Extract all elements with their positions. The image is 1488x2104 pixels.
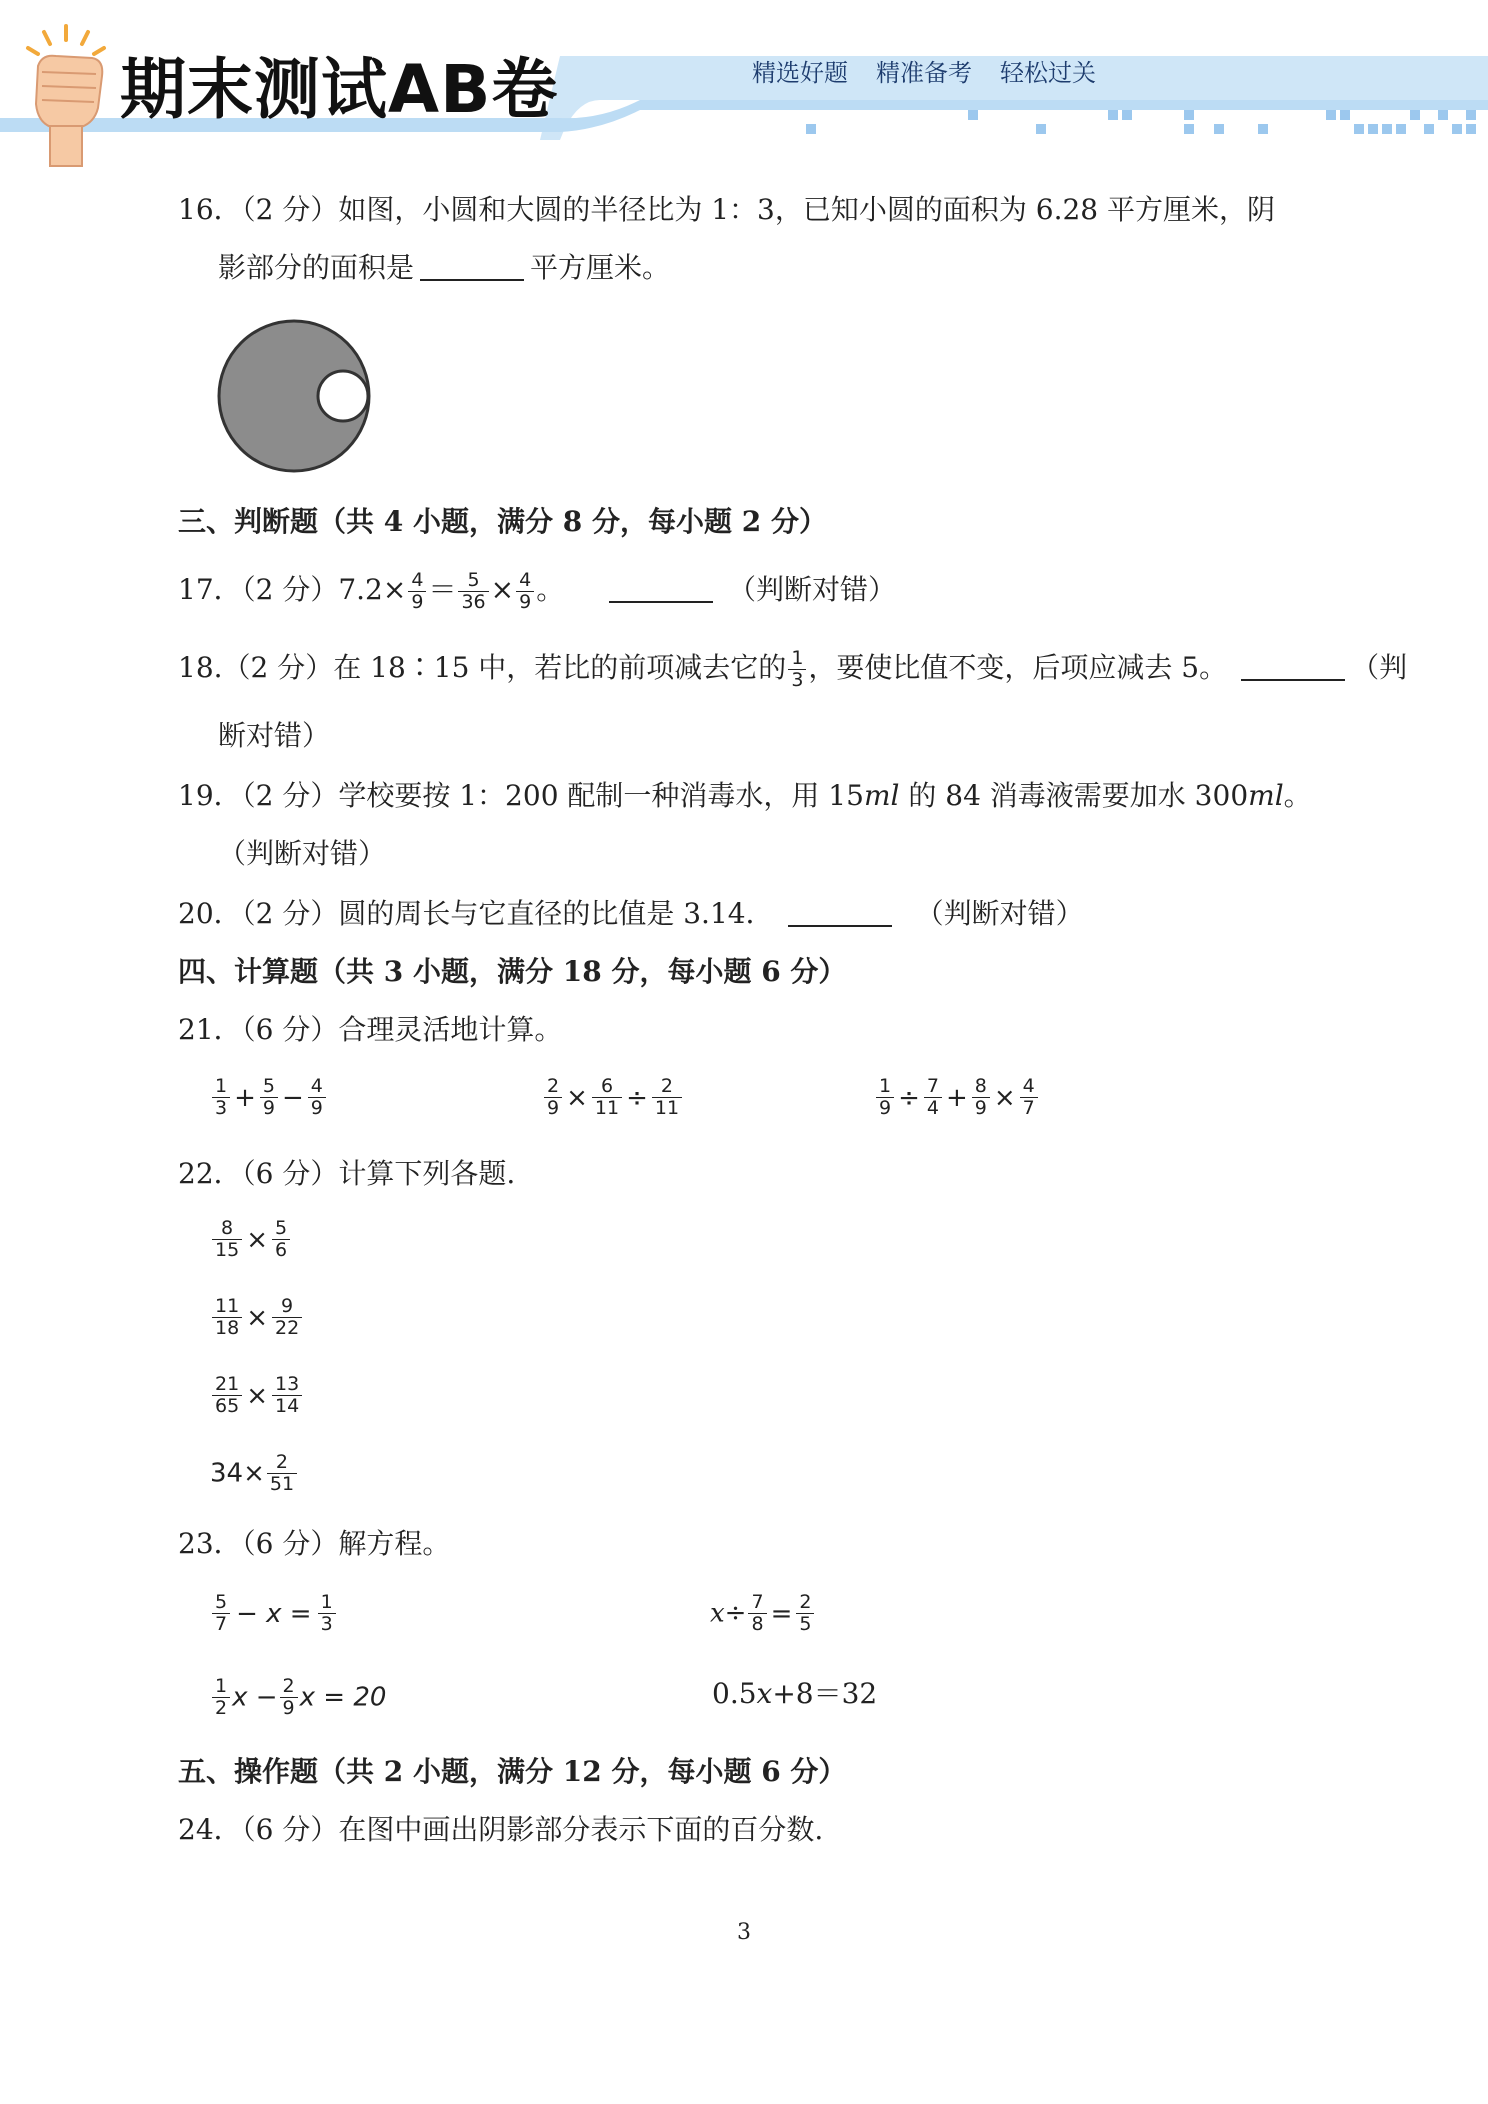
operator: ×	[246, 1224, 268, 1255]
fraction	[1020, 1076, 1038, 1119]
fraction	[408, 570, 426, 613]
fraction	[788, 648, 806, 691]
section-4-title: 四、计算题（共 3 小题，满分 18 分，每小题 6 分）	[178, 955, 847, 988]
operator: +	[945, 1082, 968, 1113]
fraction	[272, 1296, 302, 1339]
numerator: 5	[260, 1076, 278, 1098]
fraction	[272, 1374, 302, 1417]
fraction	[212, 1592, 230, 1635]
whole-number: 34×	[210, 1458, 265, 1489]
q16-line1: 16．（2 分）如图，小圆和大圆的半径比为 1：3，已知小圆的面积为 6.28 平方厘米，阴	[178, 193, 1276, 226]
denominator: 11	[594, 1097, 620, 1119]
denominator: 6	[274, 1239, 288, 1261]
answer-blank	[1241, 651, 1345, 681]
q23-eq-2	[710, 1592, 816, 1635]
numerator: 5	[272, 1218, 290, 1240]
equation-part: x −	[232, 1682, 278, 1713]
denominator: 36	[461, 591, 486, 613]
q21-title: 21．（6 分）合理灵活地计算。	[178, 1013, 563, 1046]
numerator: 1	[212, 1076, 230, 1098]
denominator: 14	[274, 1395, 300, 1417]
section-5-title: 五、操作题（共 2 小题，满分 12 分，每小题 6 分）	[178, 1755, 847, 1788]
numerator: 2	[544, 1076, 562, 1098]
denominator: 9	[262, 1097, 275, 1119]
fraction	[458, 570, 488, 613]
q19-text-b: 的 84 消毒液需要加水 300	[899, 779, 1249, 812]
q18-text-a: 18.（2 分）在 18∶15 中，若比的前项减去它的	[178, 651, 787, 684]
denominator: 9	[547, 1097, 560, 1119]
fraction	[796, 1592, 814, 1635]
fraction	[280, 1676, 298, 1719]
q16-line2	[218, 248, 670, 288]
slogan-1: 精选好题	[752, 59, 848, 87]
denominator: 65	[215, 1395, 240, 1417]
q17	[178, 570, 896, 613]
denominator: 3	[215, 1097, 228, 1119]
equals-sign: ＝	[428, 573, 457, 606]
answer-blank	[609, 573, 713, 603]
answer-blank	[420, 251, 524, 281]
q19-text-a: 19．（2 分）学校要按 1：200 配制一种消毒水，用 15	[178, 779, 864, 812]
fraction	[924, 1076, 942, 1119]
fraction	[308, 1076, 326, 1119]
q20-text-a: 20．（2 分）圆的周长与它直径的比值是 3.14．	[178, 897, 774, 930]
q19-line1	[178, 776, 1312, 816]
operator: ×	[993, 1082, 1016, 1113]
fraction	[652, 1076, 682, 1119]
denominator: 8	[751, 1613, 764, 1635]
denominator: 4	[926, 1097, 939, 1119]
period: 。	[536, 573, 565, 606]
numerator: 5	[458, 570, 488, 592]
q23-title: 23．（6 分）解方程。	[178, 1527, 451, 1560]
numerator: 6	[592, 1076, 622, 1098]
variable-x: x	[710, 1598, 725, 1629]
numerator: 8	[212, 1218, 242, 1240]
operator: ×	[566, 1082, 588, 1113]
q24-title: 24．（6 分）在图中画出阴影部分表示下面的百分数.	[178, 1813, 824, 1846]
fist-icon	[8, 20, 118, 170]
fraction	[212, 1218, 242, 1261]
equals-sign: =	[770, 1598, 793, 1629]
q19-line2: （判断对错）	[218, 837, 387, 870]
section-3-title: 三、判断题（共 4 小题，满分 8 分，每小题 2 分）	[178, 505, 827, 538]
q18-line2: 断对错）	[218, 719, 331, 752]
operator: ×	[246, 1380, 268, 1411]
denominator: 15	[215, 1239, 240, 1261]
fraction	[212, 1676, 230, 1719]
times-sign: ×	[490, 573, 515, 606]
q20-text-b: （判断对错）	[915, 897, 1084, 930]
denominator: 9	[411, 591, 424, 613]
page-number: 3	[737, 1920, 751, 1945]
numerator: 13	[272, 1374, 302, 1396]
numerator: 4	[516, 570, 534, 592]
denominator: 7	[1022, 1097, 1035, 1119]
denominator: 2	[215, 1697, 228, 1719]
header-title: 期末测试AB卷	[120, 51, 559, 128]
operator: ÷	[626, 1082, 648, 1113]
denominator: 5	[799, 1613, 812, 1635]
numerator: 21	[212, 1374, 242, 1396]
denominator: 18	[215, 1317, 240, 1339]
slogan-2: 精准备考	[876, 59, 972, 87]
numerator: 9	[272, 1296, 302, 1318]
fraction	[972, 1076, 990, 1119]
q20	[178, 894, 1084, 934]
q22-row-1	[210, 1218, 292, 1261]
fraction	[516, 570, 534, 613]
slogan-3: 轻松过关	[1000, 59, 1096, 87]
denominator: 11	[654, 1097, 680, 1119]
q22-title: 22．（6 分）计算下列各题.	[178, 1157, 516, 1190]
denominator: 9	[519, 591, 532, 613]
q21-expr-3	[874, 1076, 1040, 1119]
numerator: 2	[652, 1076, 682, 1098]
q23-eq-1	[210, 1592, 338, 1635]
denominator: 3	[791, 669, 804, 691]
denominator: 9	[310, 1097, 323, 1119]
q18-text-c: （判	[1351, 651, 1408, 684]
header-banner	[0, 0, 1488, 160]
q19-text-c: 。	[1283, 779, 1312, 812]
q16-text-a: 影部分的面积是	[218, 251, 415, 284]
q18-text-b: ，要使比值不变，后项应减去 5。	[808, 651, 1228, 684]
q21-expr-2	[542, 1076, 684, 1119]
numerator: 4	[408, 570, 426, 592]
fraction	[267, 1452, 297, 1495]
operator: ÷	[898, 1082, 920, 1113]
answer-blank	[788, 897, 892, 927]
fraction	[260, 1076, 278, 1119]
numerator: 2	[796, 1592, 814, 1614]
q18-line1	[178, 648, 1407, 691]
variable-x: x	[756, 1677, 773, 1710]
numerator: 4	[308, 1076, 326, 1098]
numerator: 4	[1020, 1076, 1038, 1098]
fraction	[544, 1076, 562, 1119]
q22-row-4	[210, 1452, 299, 1495]
denominator: 22	[274, 1317, 300, 1339]
q23-eq-4	[712, 1674, 877, 1714]
numerator: 7	[748, 1592, 766, 1614]
q21-expr-1	[210, 1076, 328, 1119]
numerator: 2	[267, 1452, 297, 1474]
unit-ml: ml	[863, 779, 900, 812]
q17-suffix: （判断对错）	[728, 573, 897, 606]
q17-prefix: 17．（2 分）7.2×	[178, 573, 407, 606]
equation-part: x = 20	[299, 1682, 387, 1713]
fraction	[212, 1296, 242, 1339]
unit-ml: ml	[1248, 779, 1284, 812]
numerator: 7	[924, 1076, 942, 1098]
q16-text-b: 平方厘米。	[530, 251, 671, 284]
operator: ÷	[724, 1598, 747, 1629]
numerator: 8	[972, 1076, 990, 1098]
denominator: 9	[974, 1097, 987, 1119]
numerator: 1	[876, 1076, 894, 1098]
denominator: 9	[282, 1697, 295, 1719]
fraction	[318, 1592, 336, 1635]
fraction	[212, 1076, 230, 1119]
q23-eq-3	[210, 1676, 386, 1719]
numerator: 1	[318, 1592, 336, 1614]
denominator: 51	[269, 1473, 295, 1495]
operator: ×	[246, 1302, 268, 1333]
fraction	[748, 1592, 766, 1635]
fraction	[876, 1076, 894, 1119]
circles-figure	[210, 312, 380, 482]
numerator: 1	[788, 648, 806, 670]
fraction	[592, 1076, 622, 1119]
numerator: 11	[212, 1296, 242, 1318]
fraction	[272, 1218, 290, 1261]
q22-row-3	[210, 1374, 304, 1417]
equation-rest: +8＝32	[772, 1677, 878, 1710]
denominator: 9	[879, 1097, 892, 1119]
equation-middle: − x =	[236, 1598, 312, 1629]
numerator: 1	[212, 1676, 230, 1698]
numerator: 2	[280, 1676, 298, 1698]
operator: −	[281, 1082, 304, 1113]
numerator: 5	[212, 1592, 230, 1614]
coefficient: 0.5	[712, 1677, 757, 1710]
q22-row-2	[210, 1296, 304, 1339]
denominator: 7	[215, 1613, 228, 1635]
denominator: 3	[320, 1613, 333, 1635]
operator: +	[234, 1082, 256, 1113]
fraction	[212, 1374, 242, 1417]
